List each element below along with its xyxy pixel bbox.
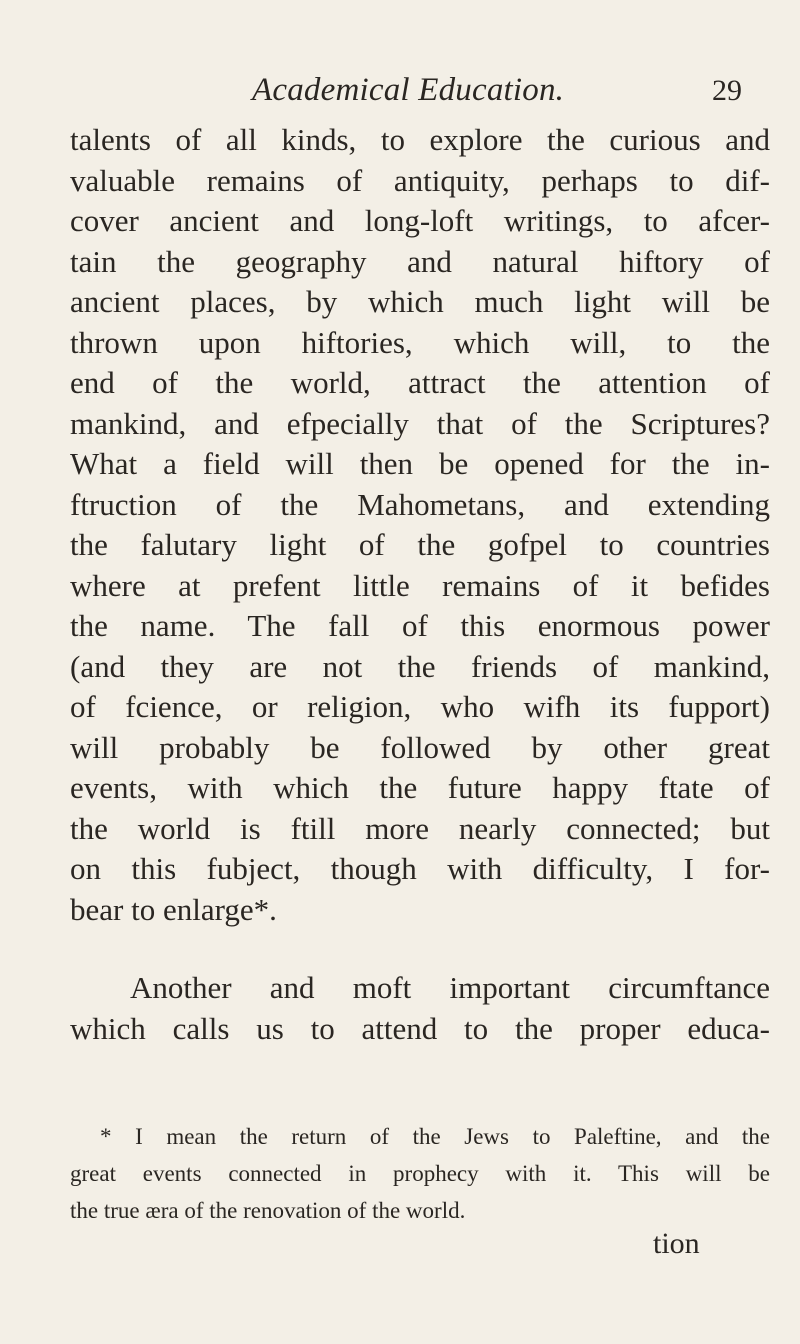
paragraph-1	[70, 120, 770, 930]
text-line: cover ancient and long-loft writings, to afcer-	[70, 203, 770, 238]
text-line: talents of all kinds, to explore the curious and	[70, 122, 770, 157]
page-number: 29	[712, 74, 742, 107]
text-line: end of the world, attract the attention of	[70, 365, 770, 400]
footnote	[70, 1118, 770, 1229]
text-line: of fcience, or religion, who wifh its fupport)	[70, 689, 770, 724]
text-line: mankind, and efpecially that of the Scriptures?	[70, 405, 770, 441]
text-line: events, with which the future happy ftate of	[70, 770, 770, 805]
text-line: where at prefent little remains of it befides	[70, 567, 770, 603]
footnote-line: great events connected in prophecy with it. This will be	[70, 1161, 770, 1186]
body-text	[70, 120, 770, 1049]
text-line: (and they are not the friends of mankind,	[70, 648, 770, 684]
running-title: Academical Education.	[252, 72, 565, 108]
text-line: on this fubject, though with difficulty, I for-	[70, 851, 770, 886]
text-line: tain the geography and natural hiftory of	[70, 243, 770, 279]
text-line: Another and moft important circumftance	[130, 970, 770, 1005]
text-line: the falutary light of the gofpel to countries	[70, 527, 770, 562]
text-line: ftruction of the Mahometans, and extending	[70, 486, 770, 522]
footnote-line: the true æra of the renovation of the world.	[70, 1198, 466, 1223]
catchword: tion	[653, 1227, 700, 1260]
text-line: which calls us to attend to the proper educa-	[70, 1010, 770, 1046]
text-line: the world is ftill more nearly connected; but	[70, 810, 770, 846]
text-line: will probably be followed by other great	[70, 729, 770, 765]
footnote-line: * I mean the return of the Jews to Paleftine, and the	[100, 1124, 770, 1149]
text-line: bear to enlarge*.	[70, 891, 277, 927]
text-line: ancient places, by which much light will be	[70, 284, 770, 319]
text-line: valuable remains of antiquity, perhaps to dif-	[70, 162, 770, 198]
text-line: the name. The fall of this enormous power	[70, 608, 770, 643]
paragraph-2	[70, 968, 770, 1049]
text-line: What a field will then be opened for the in-	[70, 446, 770, 481]
text-line: thrown upon hiftories, which will, to the	[70, 324, 770, 360]
